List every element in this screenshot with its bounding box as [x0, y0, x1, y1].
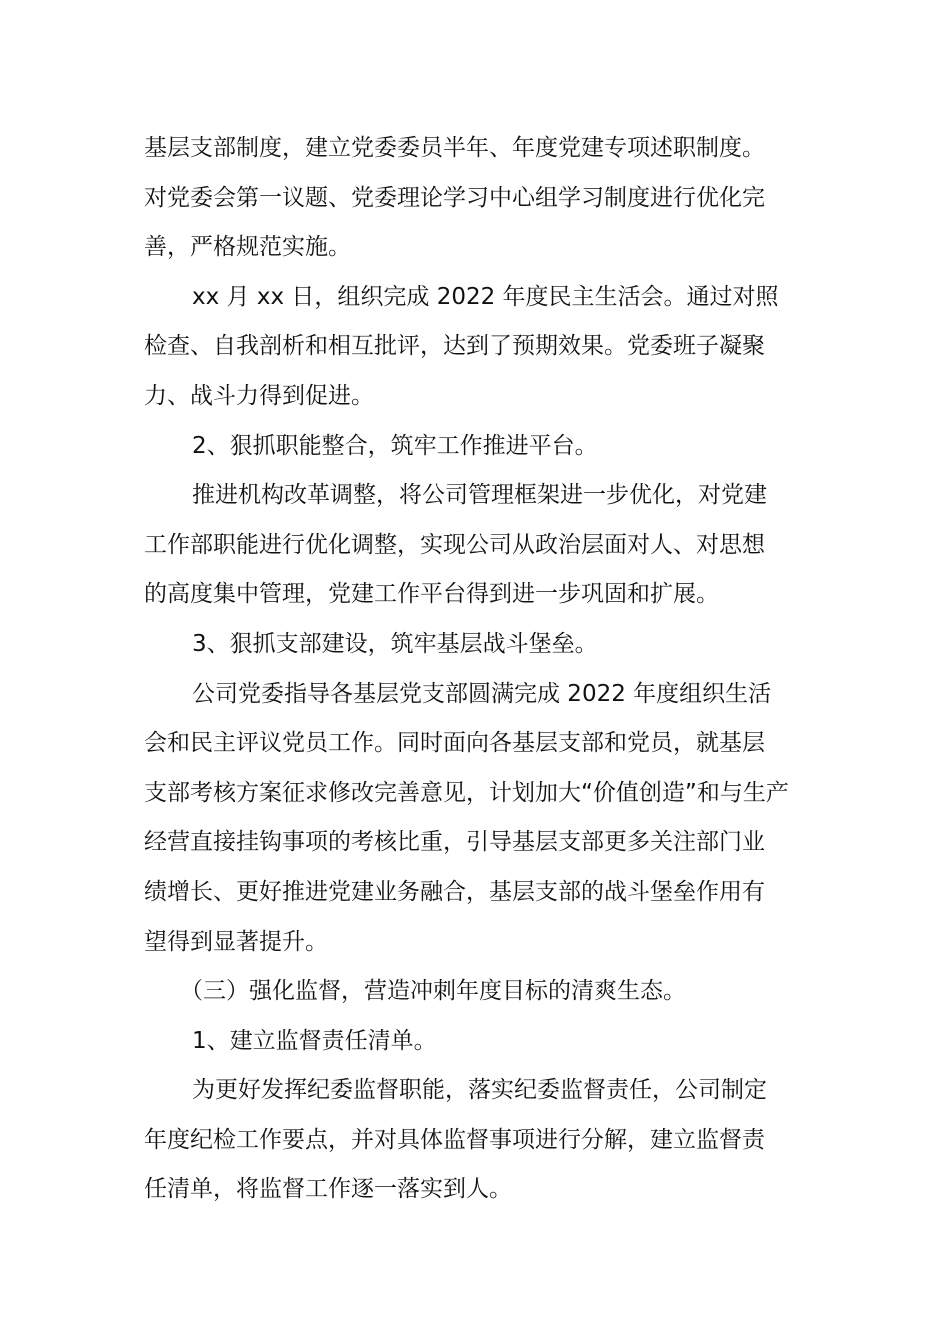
- text-line: 检查、自我剖析和相互批评，达到了预期效果。党委班子凝聚: [144, 333, 765, 360]
- text-line: 善，严格规范实施。: [144, 234, 351, 261]
- text-line: 经营直接挂钩事项的考核比重，引导基层支部更多关注部门业: [144, 829, 765, 856]
- section-heading: （三）强化监督，营造冲刺年度目标的清爽生态。: [180, 978, 686, 1005]
- paragraph-first-line: 推进机构改革调整，将公司管理框架进一步优化，对党建: [192, 482, 767, 509]
- document-body: [144, 124, 809, 1215]
- text-line: 对党委会第一议题、党委理论学习中心组学习制度进行优化完: [144, 184, 765, 211]
- text-line: 会和民主评议党员工作。同时面向各基层支部和党员，就基层: [144, 730, 765, 757]
- section-heading: 3、狠抓支部建设，筑牢基层战斗堡垒。: [192, 630, 598, 657]
- paragraph-first-line: 为更好发挥纪委监督职能，落实纪委监督责任，公司制定: [192, 1077, 767, 1104]
- text-line: 任清单，将监督工作逐一落实到人。: [144, 1176, 512, 1203]
- text-line: 工作部职能进行优化调整，实现公司从政治层面对人、对思想: [144, 531, 765, 558]
- text-line: 绩增长、更好推进党建业务融合，基层支部的战斗堡垒作用有: [144, 878, 765, 905]
- section-heading: 2、狠抓职能整合，筑牢工作推进平台。: [192, 432, 598, 459]
- text-line: 支部考核方案征求修改完善意见，计划加大“价值创造”和与生产: [144, 779, 789, 806]
- text-line: 望得到显著提升。: [144, 928, 328, 955]
- section-heading: 1、建立监督责任清单。: [192, 1027, 437, 1054]
- text-line: 的高度集中管理，党建工作平台得到进一步巩固和扩展。: [144, 581, 719, 608]
- text-line: 基层支部制度，建立党委委员半年、年度党建专项述职制度。: [144, 135, 765, 161]
- text-line: 力、战斗力得到促进。: [144, 382, 374, 409]
- text-line: 年度纪检工作要点，并对具体监督事项进行分解，建立监督责: [144, 1126, 765, 1153]
- paragraph-first-line: 公司党委指导各基层党支部圆满完成 2022 年度组织生活: [192, 680, 772, 707]
- paragraph-first-line: xx 月 xx 日，组织完成 2022 年度民主生活会。通过对照: [192, 283, 779, 310]
